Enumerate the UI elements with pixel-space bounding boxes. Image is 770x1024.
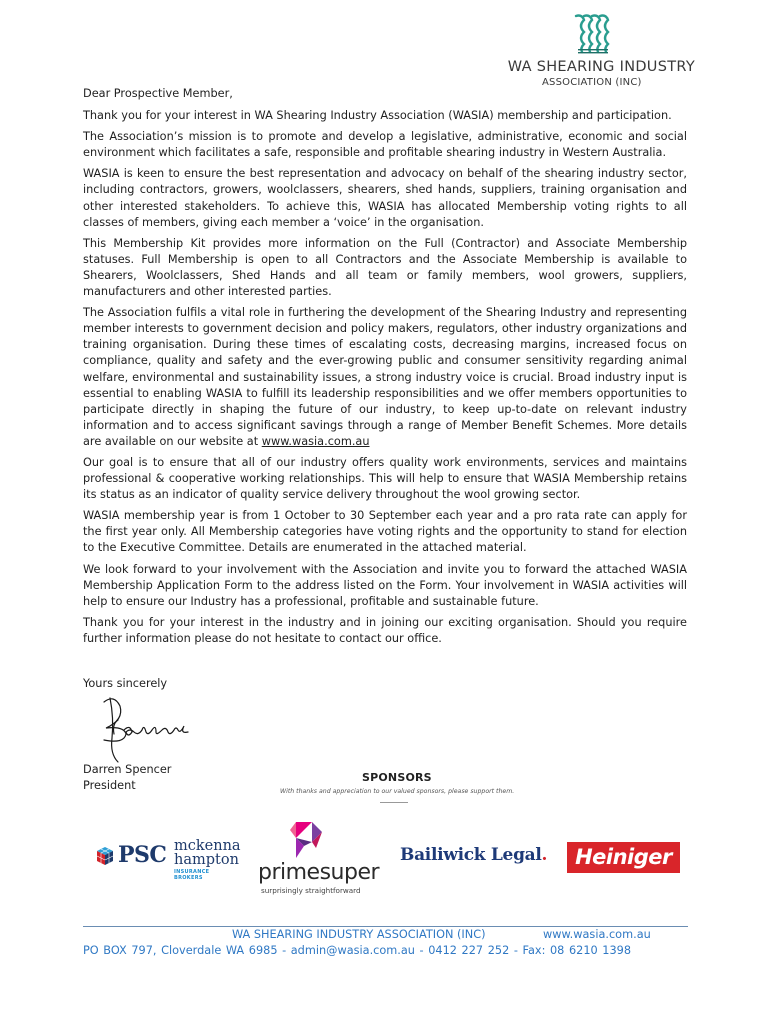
paragraph: The Association’s mission is to promote and develop a legislative, administrative, economic and social environment which facilitates a safe, responsible and profitable shearing industry in Western Australia. [83, 130, 687, 160]
primesuper-name: primesuper [258, 860, 380, 885]
closing: Yours sincerely [83, 677, 168, 690]
paragraph-text: The Association fulfils a vital role in furthering the development of the Shearing Industry and representing member interests to government decision and policy makers, regulators, other industry organizations and training organisation. During these times of escalating costs, decreasing margins, increased focus on compliance, quality and safety and the ever-growing public and consumer sensitivity regarding animal welfare, environmental and sustainability issues, a strong industry voice is crucial. Broad industry input is essential to enabling WASIA to fulfill its leadership responsibilities and we offer members opportunities to participate directly in shaping the future of our industry, to keep up-to-date on relevant industry information and to access significant savings through a range of Member Benefit Schemes. More details are available on our website at [83, 306, 687, 448]
paragraph: Thank you for your interest in the industry and in joining our exciting organisation. Should you require further information please do not hesitate to contact our office. [83, 615, 687, 645]
letter-body [83, 86, 687, 652]
primesuper-tagline: surprisingly straightforward [261, 886, 361, 895]
bailiwick-dot: . [541, 845, 548, 865]
cube-icon [95, 846, 115, 866]
paragraph: Thank you for your interest in WA Shearing Industry Association (WASIA) membership and participation. [83, 109, 672, 123]
sponsors-title: SPONSORS [362, 771, 432, 784]
footer-website[interactable]: www.wasia.com.au [543, 928, 651, 941]
logo-org-name: WA SHEARING INDUSTRY [507, 59, 695, 75]
footer-contact: PO BOX 797, Cloverdale WA 6985 - admin@wasia.com.au - 0412 227 252 - Fax: 08 6210 1398 [83, 944, 632, 957]
mckenna-text: mckenna [174, 838, 241, 854]
heiniger-name: Heiniger [575, 845, 672, 869]
paragraph: We look forward to your involvement with the Association and invite you to forward the attached WASIA Membership Application Form to the address listed on the Form. Your involvement in WASIA activities will help to ensure our Industry has a professional, profitable and sustainable future. [83, 562, 687, 608]
wasia-logo [490, 12, 695, 88]
sponsors-thanks: With thanks and appreciation to our valued sponsors, please support them. [280, 788, 515, 795]
sponsors-divider [380, 802, 408, 803]
signer-name: Darren Spencer [83, 763, 172, 776]
psc-name: PSC [118, 842, 167, 868]
paragraph: Our goal is to ensure that all of our industry offers quality work environments, services and maintains professional & cooperative working relationships. This will help to ensure that WASIA Membership retains its status as an indicator of quality service delivery throughout the wool growing sector. [83, 455, 687, 502]
signer-block [83, 762, 171, 794]
footer-divider [83, 926, 688, 927]
greeting: Dear Prospective Member, [83, 87, 233, 100]
primesuper-p-icon [286, 820, 326, 860]
signer-title: President [83, 779, 136, 792]
paragraph: WASIA is keen to ensure the best representation and advocacy on behalf of the shearing industry sector, including contractors, growers, woolclassers, shearers, shed hands, suppliers, training organisation and other interested stakeholders. To achieve this, WASIA has allocated Membership voting rights to all classes of members, giving each member a ‘voice’ in the organisation. [83, 167, 687, 229]
sheep-wool-icon [572, 12, 614, 56]
sponsor-primesuper-logo [258, 820, 380, 896]
website-link[interactable]: www.wasia.com.au [261, 434, 370, 448]
insurance-brokers-text: INSURANCE BROKERS [174, 869, 210, 881]
footer-org-name: WA SHEARING INDUSTRY ASSOCIATION (INC) [232, 928, 486, 941]
logo-org-suffix: ASSOCIATION (INC) [542, 77, 642, 88]
sponsor-psc-logo [95, 838, 241, 881]
paragraph-with-link [83, 305, 687, 450]
sponsor-bailiwick-logo [400, 845, 547, 865]
signature-image [90, 690, 220, 770]
paragraph: This Membership Kit provides more information on the Full (Contractor) and Associate Membership statuses. Full Membership is open to all Contractors and the Associate Membership is available to Shearers, Woolclassers, Shed Hands and all team or family members, wool growers, suppliers, manufacturers and other interested parties. [83, 236, 687, 299]
sponsor-heiniger-logo [567, 842, 680, 873]
bailiwick-name: Bailiwick Legal [400, 845, 542, 865]
paragraph: WASIA membership year is from 1 October to 30 September each year and a pro rata rate can apply for the first year only. All Membership categories have voting rights and the opportunity to stand for election to the Executive Committee. Details are enumerated in the attached material. [83, 509, 687, 555]
hampton-text: hampton [174, 852, 239, 868]
